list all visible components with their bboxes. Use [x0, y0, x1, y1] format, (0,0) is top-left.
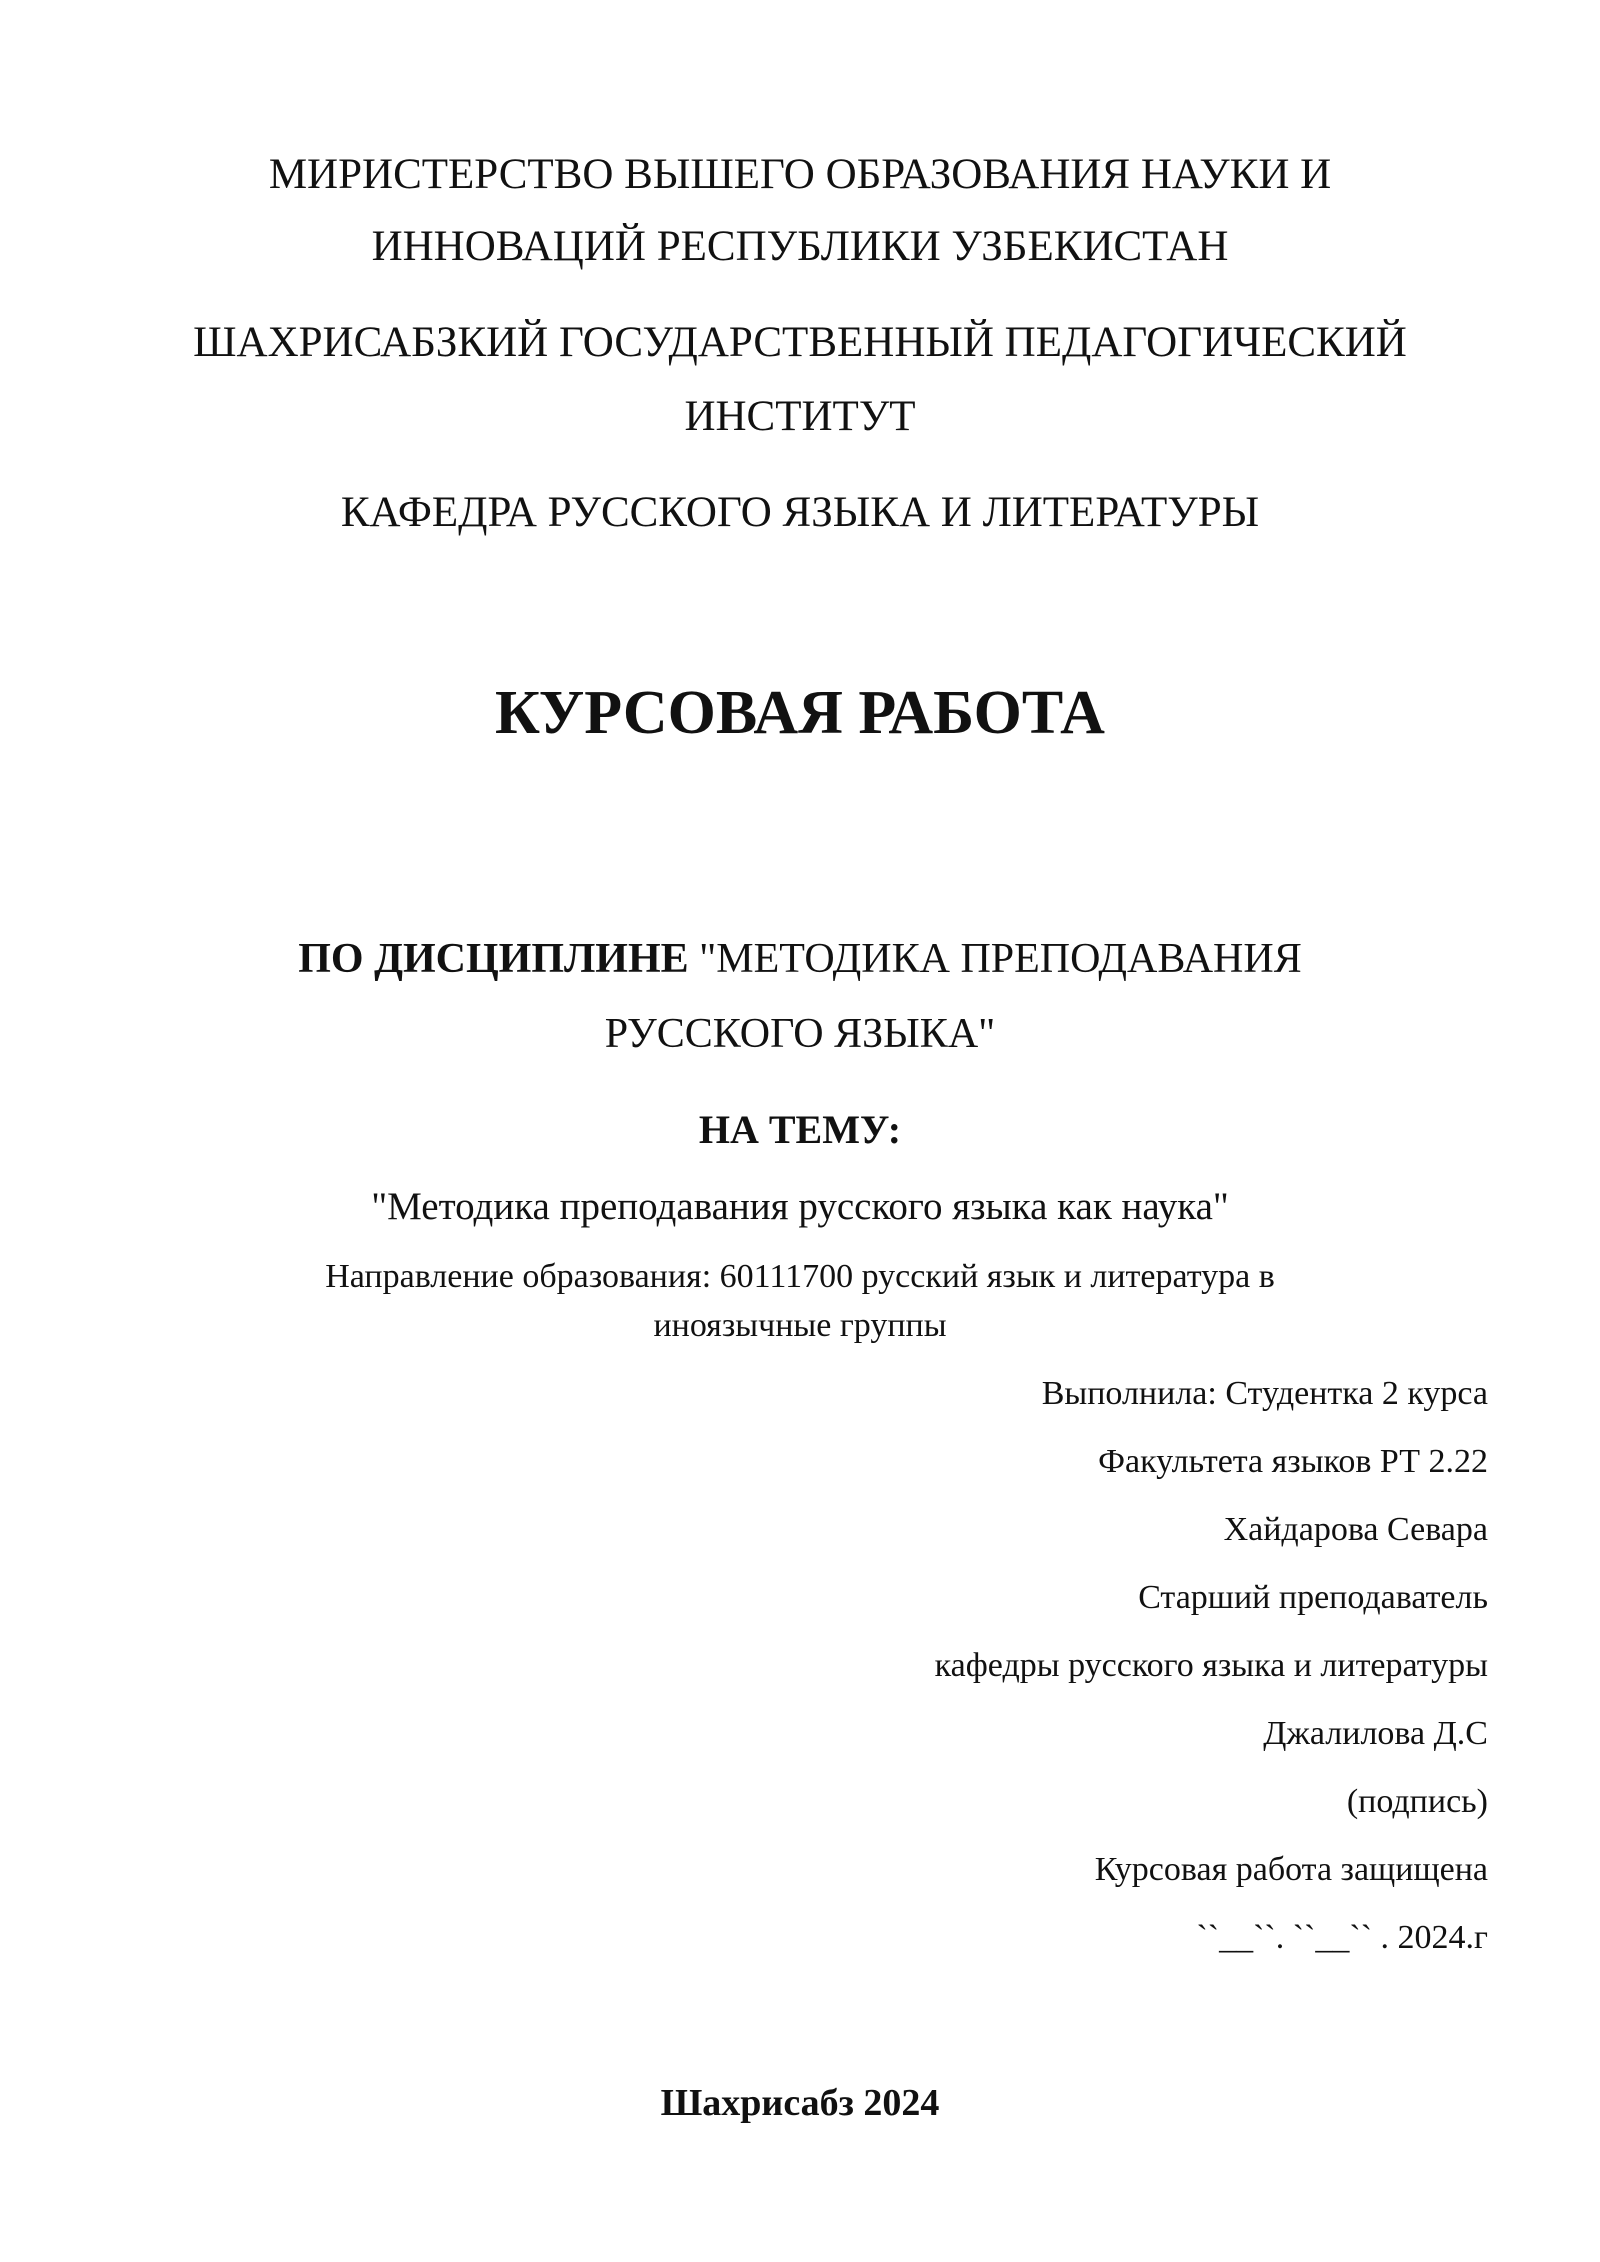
institute-line-2: ИНСТИТУТ	[684, 393, 916, 440]
signature-placeholder: (подпись)	[1346, 1783, 1488, 1820]
direction-line-1: Направление образования: 60111700 русский язык и литература в	[325, 1258, 1275, 1295]
institute-line-1: ШАХРИСАБЗКИЙ ГОСУДАРСТВЕННЫЙ ПЕДАГОГИЧЕСКИЙ	[193, 319, 1407, 366]
supervisor-name: Джалилова Д.С	[1263, 1715, 1488, 1752]
defended-label: Курсовая работа защищена	[1094, 1851, 1488, 1888]
supervisor-title: Старший преподаватель	[1138, 1579, 1488, 1616]
supervisor-department: кафедры русского языка и литературы	[934, 1647, 1488, 1684]
faculty-group: Факультета языков РТ 2.22	[1098, 1443, 1488, 1480]
discipline-name-part-2: РУССКОГО ЯЗЫКА"	[604, 1011, 996, 1057]
city-year: Шахрисабз 2024	[660, 2082, 940, 2124]
ministry-line-1: МИРИСТЕРСТВО ВЫШЕГО ОБРАЗОВАНИЯ НАУКИ И	[268, 151, 1332, 198]
theme-topic: "Методика преподавания русского языка как наука"	[371, 1185, 1229, 1228]
student-name: Хайдарова Севара	[1223, 1511, 1488, 1548]
discipline-name-part-1: "МЕТОДИКА ПРЕПОДАВАНИЯ	[688, 936, 1302, 982]
document-title: КУРСОВАЯ РАБОТА	[495, 679, 1105, 747]
direction-line-2: иноязычные группы	[653, 1307, 947, 1344]
defense-date: ``__``. ``__`` . 2024.г	[1196, 1919, 1488, 1956]
ministry-line-2: ИННОВАЦИЙ РЕСПУБЛИКИ УЗБЕКИСТАН	[371, 223, 1229, 270]
details-block	[588, 0, 1488, 2262]
theme-label: НА ТЕМУ:	[698, 1107, 902, 1152]
discipline-label: ПО ДИСЦИПЛИНЕ	[298, 936, 689, 982]
department-name: КАФЕДРА РУССКОГО ЯЗЫКА И ЛИТЕРАТУРЫ	[340, 489, 1260, 536]
performed-by: Выполнила: Студентка 2 курса	[1041, 1375, 1488, 1412]
